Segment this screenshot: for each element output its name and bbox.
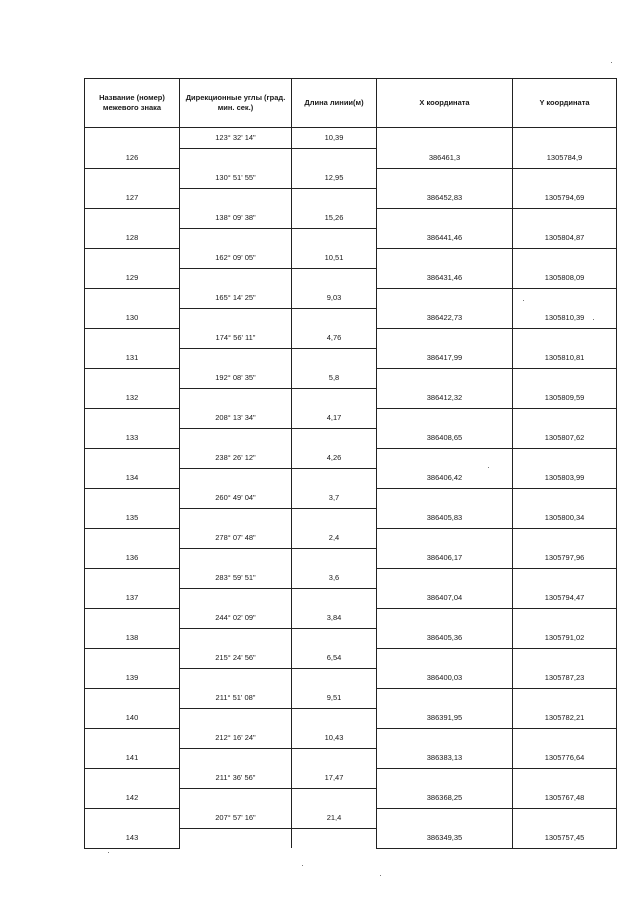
length-cell [292, 308, 377, 328]
point-row [85, 268, 617, 288]
length-cell [292, 628, 377, 648]
point-name-cell [85, 488, 180, 508]
y-coordinate-cell [513, 368, 617, 388]
point-name-cell: 126 [85, 148, 180, 168]
y-coordinate-cell [513, 488, 617, 508]
angle-cell: 130° 51' 55" [180, 168, 292, 188]
x-coordinate-cell [377, 208, 513, 228]
point-row [85, 788, 617, 808]
table-body [85, 128, 617, 849]
header-y: Y координата [513, 79, 617, 128]
angle-cell: 278° 07' 48" [180, 528, 292, 548]
point-name-cell: 133 [85, 428, 180, 448]
x-coordinate-cell [377, 608, 513, 628]
scan-speck [302, 865, 303, 866]
x-coordinate-cell [377, 408, 513, 428]
x-coordinate-cell [377, 488, 513, 508]
x-coordinate-cell [377, 808, 513, 828]
angle-cell: 174° 56' 11" [180, 328, 292, 348]
angle-cell: 162° 09' 05" [180, 248, 292, 268]
point-row [85, 708, 617, 728]
point-name-cell: 130 [85, 308, 180, 328]
point-name-cell [85, 368, 180, 388]
x-coordinate-cell [377, 448, 513, 468]
length-cell: 4,17 [292, 408, 377, 428]
y-coordinate-cell: 1305804,87 [513, 228, 617, 248]
angle-cell [180, 348, 292, 368]
angle-cell [180, 468, 292, 488]
y-coordinate-cell: 1305794,69 [513, 188, 617, 208]
angle-cell: 238° 26' 12" [180, 448, 292, 468]
point-name-cell [85, 688, 180, 708]
length-cell: 9,51 [292, 688, 377, 708]
y-coordinate-cell: 1305810,39 [513, 308, 617, 328]
point-row [85, 548, 617, 568]
x-coordinate-cell: 386461,3 [377, 148, 513, 168]
x-coordinate-cell: 386422,73 [377, 308, 513, 328]
x-coordinate-cell: 386368,25 [377, 788, 513, 808]
point-name-cell [85, 408, 180, 428]
x-coordinate-cell [377, 328, 513, 348]
x-coordinate-cell [377, 728, 513, 748]
y-coordinate-cell: 1305809,59 [513, 388, 617, 408]
point-name-cell [85, 168, 180, 188]
y-coordinate-cell [513, 408, 617, 428]
point-name-cell: 141 [85, 748, 180, 768]
length-cell: 4,26 [292, 448, 377, 468]
point-name-cell [85, 768, 180, 788]
length-cell [292, 748, 377, 768]
length-cell: 3,7 [292, 488, 377, 508]
point-name-cell: 131 [85, 348, 180, 368]
length-cell: 12,95 [292, 168, 377, 188]
angle-cell: 212° 16' 24" [180, 728, 292, 748]
length-cell: 9,03 [292, 288, 377, 308]
segment-row [85, 488, 617, 508]
angle-cell [180, 588, 292, 608]
y-coordinate-cell [513, 688, 617, 708]
segment-row [85, 688, 617, 708]
segment-row [85, 208, 617, 228]
x-coordinate-cell [377, 128, 513, 149]
angle-cell: 211° 36' 56" [180, 768, 292, 788]
x-coordinate-cell: 386441,46 [377, 228, 513, 248]
x-coordinate-cell: 386383,13 [377, 748, 513, 768]
length-cell [292, 188, 377, 208]
y-coordinate-cell [513, 208, 617, 228]
length-cell: 2,4 [292, 528, 377, 548]
point-name-cell [85, 568, 180, 588]
point-name-cell: 132 [85, 388, 180, 408]
segment-row [85, 608, 617, 628]
x-coordinate-cell [377, 768, 513, 788]
y-coordinate-cell: 1305797,96 [513, 548, 617, 568]
x-coordinate-cell [377, 288, 513, 308]
length-cell: 15,26 [292, 208, 377, 228]
angle-cell [180, 788, 292, 808]
length-cell [292, 508, 377, 528]
length-cell [292, 348, 377, 368]
header-x: X координата [377, 79, 513, 128]
angle-cell: 207° 57' 16" [180, 808, 292, 828]
y-coordinate-cell [513, 608, 617, 628]
angle-cell [180, 188, 292, 208]
boundary-coordinates-table [84, 78, 617, 849]
x-coordinate-cell: 386349,35 [377, 828, 513, 848]
segment-row [85, 408, 617, 428]
length-cell [292, 828, 377, 848]
segment-row [85, 368, 617, 388]
y-coordinate-cell [513, 448, 617, 468]
point-name-cell: 128 [85, 228, 180, 248]
segment-row [85, 248, 617, 268]
segment-row [85, 528, 617, 548]
point-row [85, 508, 617, 528]
point-name-cell [85, 128, 180, 149]
point-name-cell: 140 [85, 708, 180, 728]
scan-speck [108, 852, 109, 853]
x-coordinate-cell: 386405,36 [377, 628, 513, 648]
point-row [85, 188, 617, 208]
length-cell: 21,4 [292, 808, 377, 828]
header-marker: Название (номер) межевого знака [85, 79, 180, 128]
angle-cell [180, 308, 292, 328]
point-row [85, 628, 617, 648]
angle-cell: 215° 24' 56" [180, 648, 292, 668]
point-row [85, 348, 617, 368]
x-coordinate-cell: 386408,65 [377, 428, 513, 448]
length-cell [292, 388, 377, 408]
y-coordinate-cell: 1305807,62 [513, 428, 617, 448]
angle-cell: 211° 51' 08" [180, 688, 292, 708]
point-name-cell: 136 [85, 548, 180, 568]
point-name-cell: 142 [85, 788, 180, 808]
scan-speck [488, 467, 489, 468]
length-cell: 10,43 [292, 728, 377, 748]
segment-row [85, 808, 617, 828]
y-coordinate-cell: 1305800,34 [513, 508, 617, 528]
point-name-cell: 127 [85, 188, 180, 208]
angle-cell [180, 428, 292, 448]
scan-speck [593, 319, 594, 320]
x-coordinate-cell: 386406,17 [377, 548, 513, 568]
point-row [85, 148, 617, 168]
length-cell [292, 228, 377, 248]
scan-speck [611, 62, 612, 63]
point-name-cell: 135 [85, 508, 180, 528]
y-coordinate-cell: 1305767,48 [513, 788, 617, 808]
point-name-cell [85, 288, 180, 308]
length-cell [292, 788, 377, 808]
point-row [85, 588, 617, 608]
segment-row [85, 288, 617, 308]
length-cell [292, 148, 377, 168]
y-coordinate-cell: 1305794,47 [513, 588, 617, 608]
angle-cell: 123° 32' 14" [180, 128, 292, 149]
segment-row [85, 768, 617, 788]
y-coordinate-cell [513, 168, 617, 188]
point-name-cell [85, 208, 180, 228]
point-name-cell [85, 448, 180, 468]
scan-speck [380, 875, 381, 876]
angle-cell [180, 388, 292, 408]
length-cell: 3,6 [292, 568, 377, 588]
length-cell: 6,54 [292, 648, 377, 668]
length-cell: 10,51 [292, 248, 377, 268]
y-coordinate-cell [513, 768, 617, 788]
x-coordinate-cell [377, 248, 513, 268]
angle-cell [180, 548, 292, 568]
point-name-cell [85, 608, 180, 628]
y-coordinate-cell [513, 328, 617, 348]
length-cell: 17,47 [292, 768, 377, 788]
point-row [85, 428, 617, 448]
segment-row [85, 648, 617, 668]
x-coordinate-cell: 386400,03 [377, 668, 513, 688]
y-coordinate-cell [513, 128, 617, 149]
y-coordinate-cell: 1305787,23 [513, 668, 617, 688]
angle-cell [180, 668, 292, 688]
length-cell [292, 468, 377, 488]
length-cell: 5,8 [292, 368, 377, 388]
segment-row [85, 448, 617, 468]
x-coordinate-cell [377, 568, 513, 588]
y-coordinate-cell: 1305757,45 [513, 828, 617, 848]
y-coordinate-cell [513, 648, 617, 668]
x-coordinate-cell: 386452,83 [377, 188, 513, 208]
angle-cell [180, 508, 292, 528]
x-coordinate-cell: 386391,95 [377, 708, 513, 728]
angle-cell: 283° 59' 51" [180, 568, 292, 588]
segment-row [85, 128, 617, 149]
y-coordinate-cell [513, 528, 617, 548]
length-cell [292, 428, 377, 448]
angle-cell [180, 748, 292, 768]
point-name-cell [85, 648, 180, 668]
angle-cell: 138° 09' 38" [180, 208, 292, 228]
segment-row [85, 568, 617, 588]
length-cell: 3,84 [292, 608, 377, 628]
angle-cell [180, 148, 292, 168]
point-name-cell: 134 [85, 468, 180, 488]
y-coordinate-cell [513, 728, 617, 748]
length-cell: 10,39 [292, 128, 377, 149]
point-name-cell [85, 328, 180, 348]
segment-row [85, 328, 617, 348]
point-name-cell [85, 248, 180, 268]
point-name-cell [85, 808, 180, 828]
x-coordinate-cell: 386407,04 [377, 588, 513, 608]
angle-cell [180, 828, 292, 848]
point-row [85, 388, 617, 408]
segment-row [85, 168, 617, 188]
point-row [85, 828, 617, 848]
angle-cell: 165° 14' 25" [180, 288, 292, 308]
header-angle: Дирекционные углы (град. мин. сек.) [180, 79, 292, 128]
x-coordinate-cell: 386417,99 [377, 348, 513, 368]
y-coordinate-cell: 1305808,09 [513, 268, 617, 288]
x-coordinate-cell [377, 168, 513, 188]
point-row [85, 748, 617, 768]
point-name-cell: 139 [85, 668, 180, 688]
angle-cell: 208° 13' 34" [180, 408, 292, 428]
x-coordinate-cell [377, 648, 513, 668]
point-name-cell [85, 528, 180, 548]
length-cell: 4,76 [292, 328, 377, 348]
point-name-cell: 143 [85, 828, 180, 848]
point-name-cell: 137 [85, 588, 180, 608]
point-row [85, 668, 617, 688]
y-coordinate-cell: 1305782,21 [513, 708, 617, 728]
length-cell [292, 588, 377, 608]
angle-cell [180, 228, 292, 248]
x-coordinate-cell: 386431,46 [377, 268, 513, 288]
scan-speck [523, 300, 524, 301]
y-coordinate-cell: 1305791,02 [513, 628, 617, 648]
x-coordinate-cell: 386412,32 [377, 388, 513, 408]
y-coordinate-cell [513, 288, 617, 308]
point-row [85, 308, 617, 328]
length-cell [292, 668, 377, 688]
y-coordinate-cell [513, 248, 617, 268]
x-coordinate-cell: 386406,42 [377, 468, 513, 488]
point-name-cell: 129 [85, 268, 180, 288]
segment-row [85, 728, 617, 748]
length-cell [292, 708, 377, 728]
length-cell [292, 548, 377, 568]
angle-cell: 192° 08' 35" [180, 368, 292, 388]
y-coordinate-cell: 1305810,81 [513, 348, 617, 368]
point-row [85, 468, 617, 488]
point-name-cell [85, 728, 180, 748]
angle-cell: 244° 02' 09" [180, 608, 292, 628]
y-coordinate-cell: 1305776,64 [513, 748, 617, 768]
x-coordinate-cell: 386405,83 [377, 508, 513, 528]
x-coordinate-cell [377, 368, 513, 388]
angle-cell [180, 708, 292, 728]
y-coordinate-cell: 1305784,9 [513, 148, 617, 168]
point-row [85, 228, 617, 248]
table-header-row [85, 79, 617, 128]
x-coordinate-cell [377, 528, 513, 548]
point-name-cell: 138 [85, 628, 180, 648]
y-coordinate-cell: 1305803,99 [513, 468, 617, 488]
x-coordinate-cell [377, 688, 513, 708]
header-length: Длина линии(м) [292, 79, 377, 128]
y-coordinate-cell [513, 808, 617, 828]
angle-cell: 260° 49' 04" [180, 488, 292, 508]
y-coordinate-cell [513, 568, 617, 588]
angle-cell [180, 268, 292, 288]
angle-cell [180, 628, 292, 648]
length-cell [292, 268, 377, 288]
